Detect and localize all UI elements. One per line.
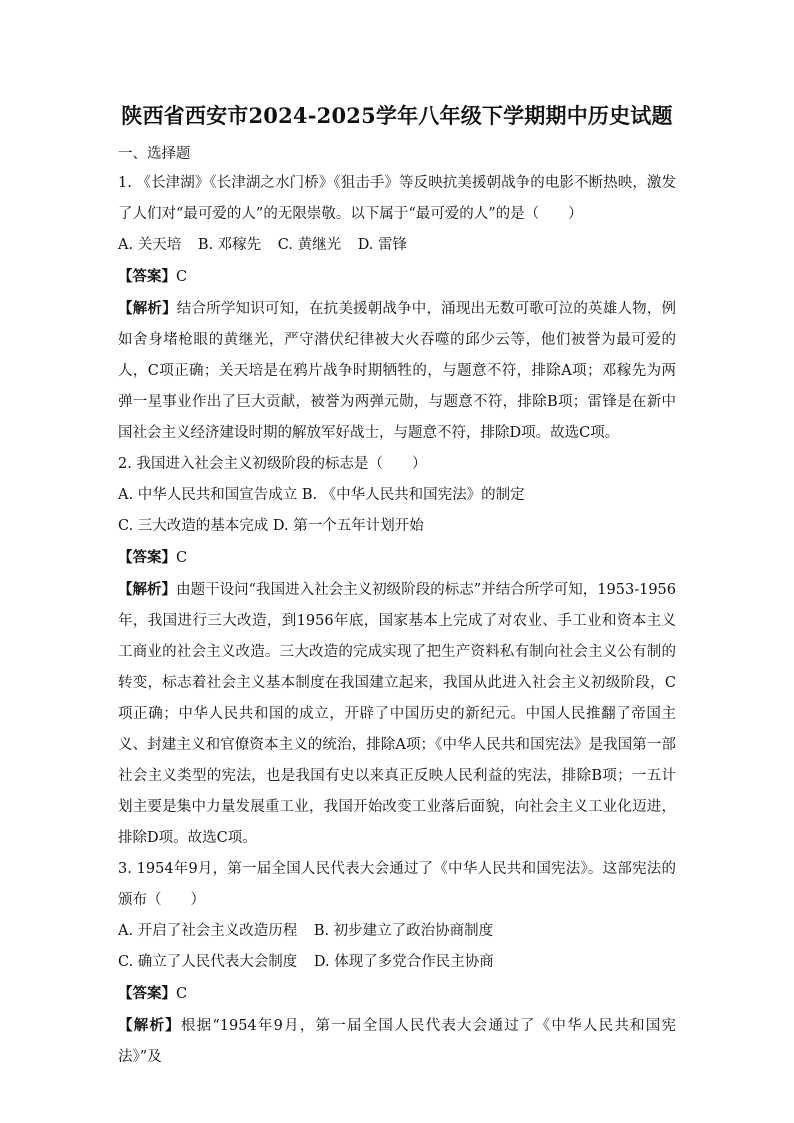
answer-label: 【答案】 — [118, 268, 176, 285]
question-1 — [118, 168, 676, 449]
options-row — [118, 480, 676, 511]
answer-line — [118, 978, 676, 1010]
option-d: D. 第一个五年计划开始 — [272, 518, 424, 534]
analysis-label: 【解析】 — [118, 300, 177, 317]
option-a: A. 关天培 — [118, 237, 182, 253]
analysis-paragraph — [118, 1010, 676, 1073]
document-page — [118, 100, 676, 1073]
answer-line — [118, 261, 676, 293]
option-c: C. 黄继光 — [277, 237, 342, 253]
answer-value: C — [176, 269, 188, 285]
answer-value: C — [176, 550, 188, 566]
option-b: B. 《中华人民共和国宪法》的制定 — [301, 487, 525, 503]
answer-line — [118, 542, 676, 574]
option-b: B. 初步建立了政治协商制度 — [313, 923, 494, 939]
question-stem: 2. 我国进入社会主义初级阶段的标志是（ ） — [118, 456, 427, 472]
options-row — [118, 230, 676, 261]
option-c: C. 三大改造的基本完成 — [118, 518, 269, 534]
options-row — [118, 511, 676, 542]
question-2 — [118, 449, 676, 854]
option-c: C. 确立了人民代表大会制度 — [118, 954, 298, 970]
options-row — [118, 947, 676, 978]
option-b: B. 邓稼先 — [197, 237, 262, 253]
option-d: D. 雷锋 — [357, 237, 408, 253]
analysis-paragraph — [118, 293, 676, 449]
analysis-text: 结合所学知识可知，在抗美援朝战争中，涌现出无数可歌可泣的英雄人物，例如舍身堵枪眼的黄继光，严守潜伏纪律被大火吞噬的邱少云等，他们被誉为最可爱的人，C项正确；关天培是在鸦片战争时期牺牲的，与题意不符，排除A项；邓稼先为两弹一星事业作出了巨大贡献，被誉为两弹元勋，与题意不符，排除B项；雷锋是在新中国社会主义经济建设时期的解放军好战士，与题意不符，排除D项。故选C项。 — [118, 301, 677, 441]
answer-value: C — [176, 986, 188, 1002]
question-3 — [118, 854, 676, 1073]
analysis-label: 【解析】 — [118, 1017, 181, 1034]
option-a: A. 开启了社会主义改造历程 — [118, 923, 298, 939]
answer-label: 【答案】 — [118, 549, 176, 566]
option-d: D. 体现了多党合作民主协商 — [313, 954, 494, 970]
analysis-paragraph — [118, 574, 676, 854]
options-row — [118, 916, 676, 947]
section-title: 一、选择题 — [118, 146, 191, 162]
answer-label: 【答案】 — [118, 985, 176, 1002]
option-a: A. 中华人民共和国宣告成立 — [118, 487, 298, 503]
document-title: 陕西省西安市2024-2025学年八年级下学期期中历史试题 — [121, 103, 673, 128]
analysis-text: 根据“1954年9月，第一届全国人民代表大会通过了《中华人民共和国宪法》”及 — [118, 1018, 676, 1065]
question-stem: 3. 1954年9月，第一届全国人民代表大会通过了《中华人民共和国宪法》。这部宪法的颁布（ ） — [118, 861, 676, 908]
analysis-text: 由题干设问“我国进入社会主义初级阶段的标志”并结合所学可知，1953-1956年，我国进行三大改造，到1956年底，国家基本上完成了对农业、手工业和资本主义工商业的社会主义改造。三大改造的完成实现了把生产资料私有制向社会主义公有制的转变，标志着社会主义基本制度在我国建立起来，我国从此进入社会主义初级阶段，C项正确；中华人民共和国的成立，开辟了中国历史的新纪元。中国人民推翻了帝国主义、封建主义和官僚资本主义的统治，排除A项；《中华人民共和国宪法》是我国第一部社会主义类型的宪法，也是我国有史以来真正反映人民利益的宪法，排除B项；一五计划主要是集中力量发展重工业，我国开始改变工业落后面貌，向社会主义工业化迈进，排除D项。故选C项。 — [118, 582, 677, 846]
question-stem: 1. 《长津湖》《长津湖之水门桥》《狙击手》等反映抗美援朝战争的电影不断热映，激发了人们对“最可爱的人”的无限崇敬。以下属于“最可爱的人”的是（ ） — [118, 175, 676, 222]
analysis-label: 【解析】 — [118, 581, 177, 598]
